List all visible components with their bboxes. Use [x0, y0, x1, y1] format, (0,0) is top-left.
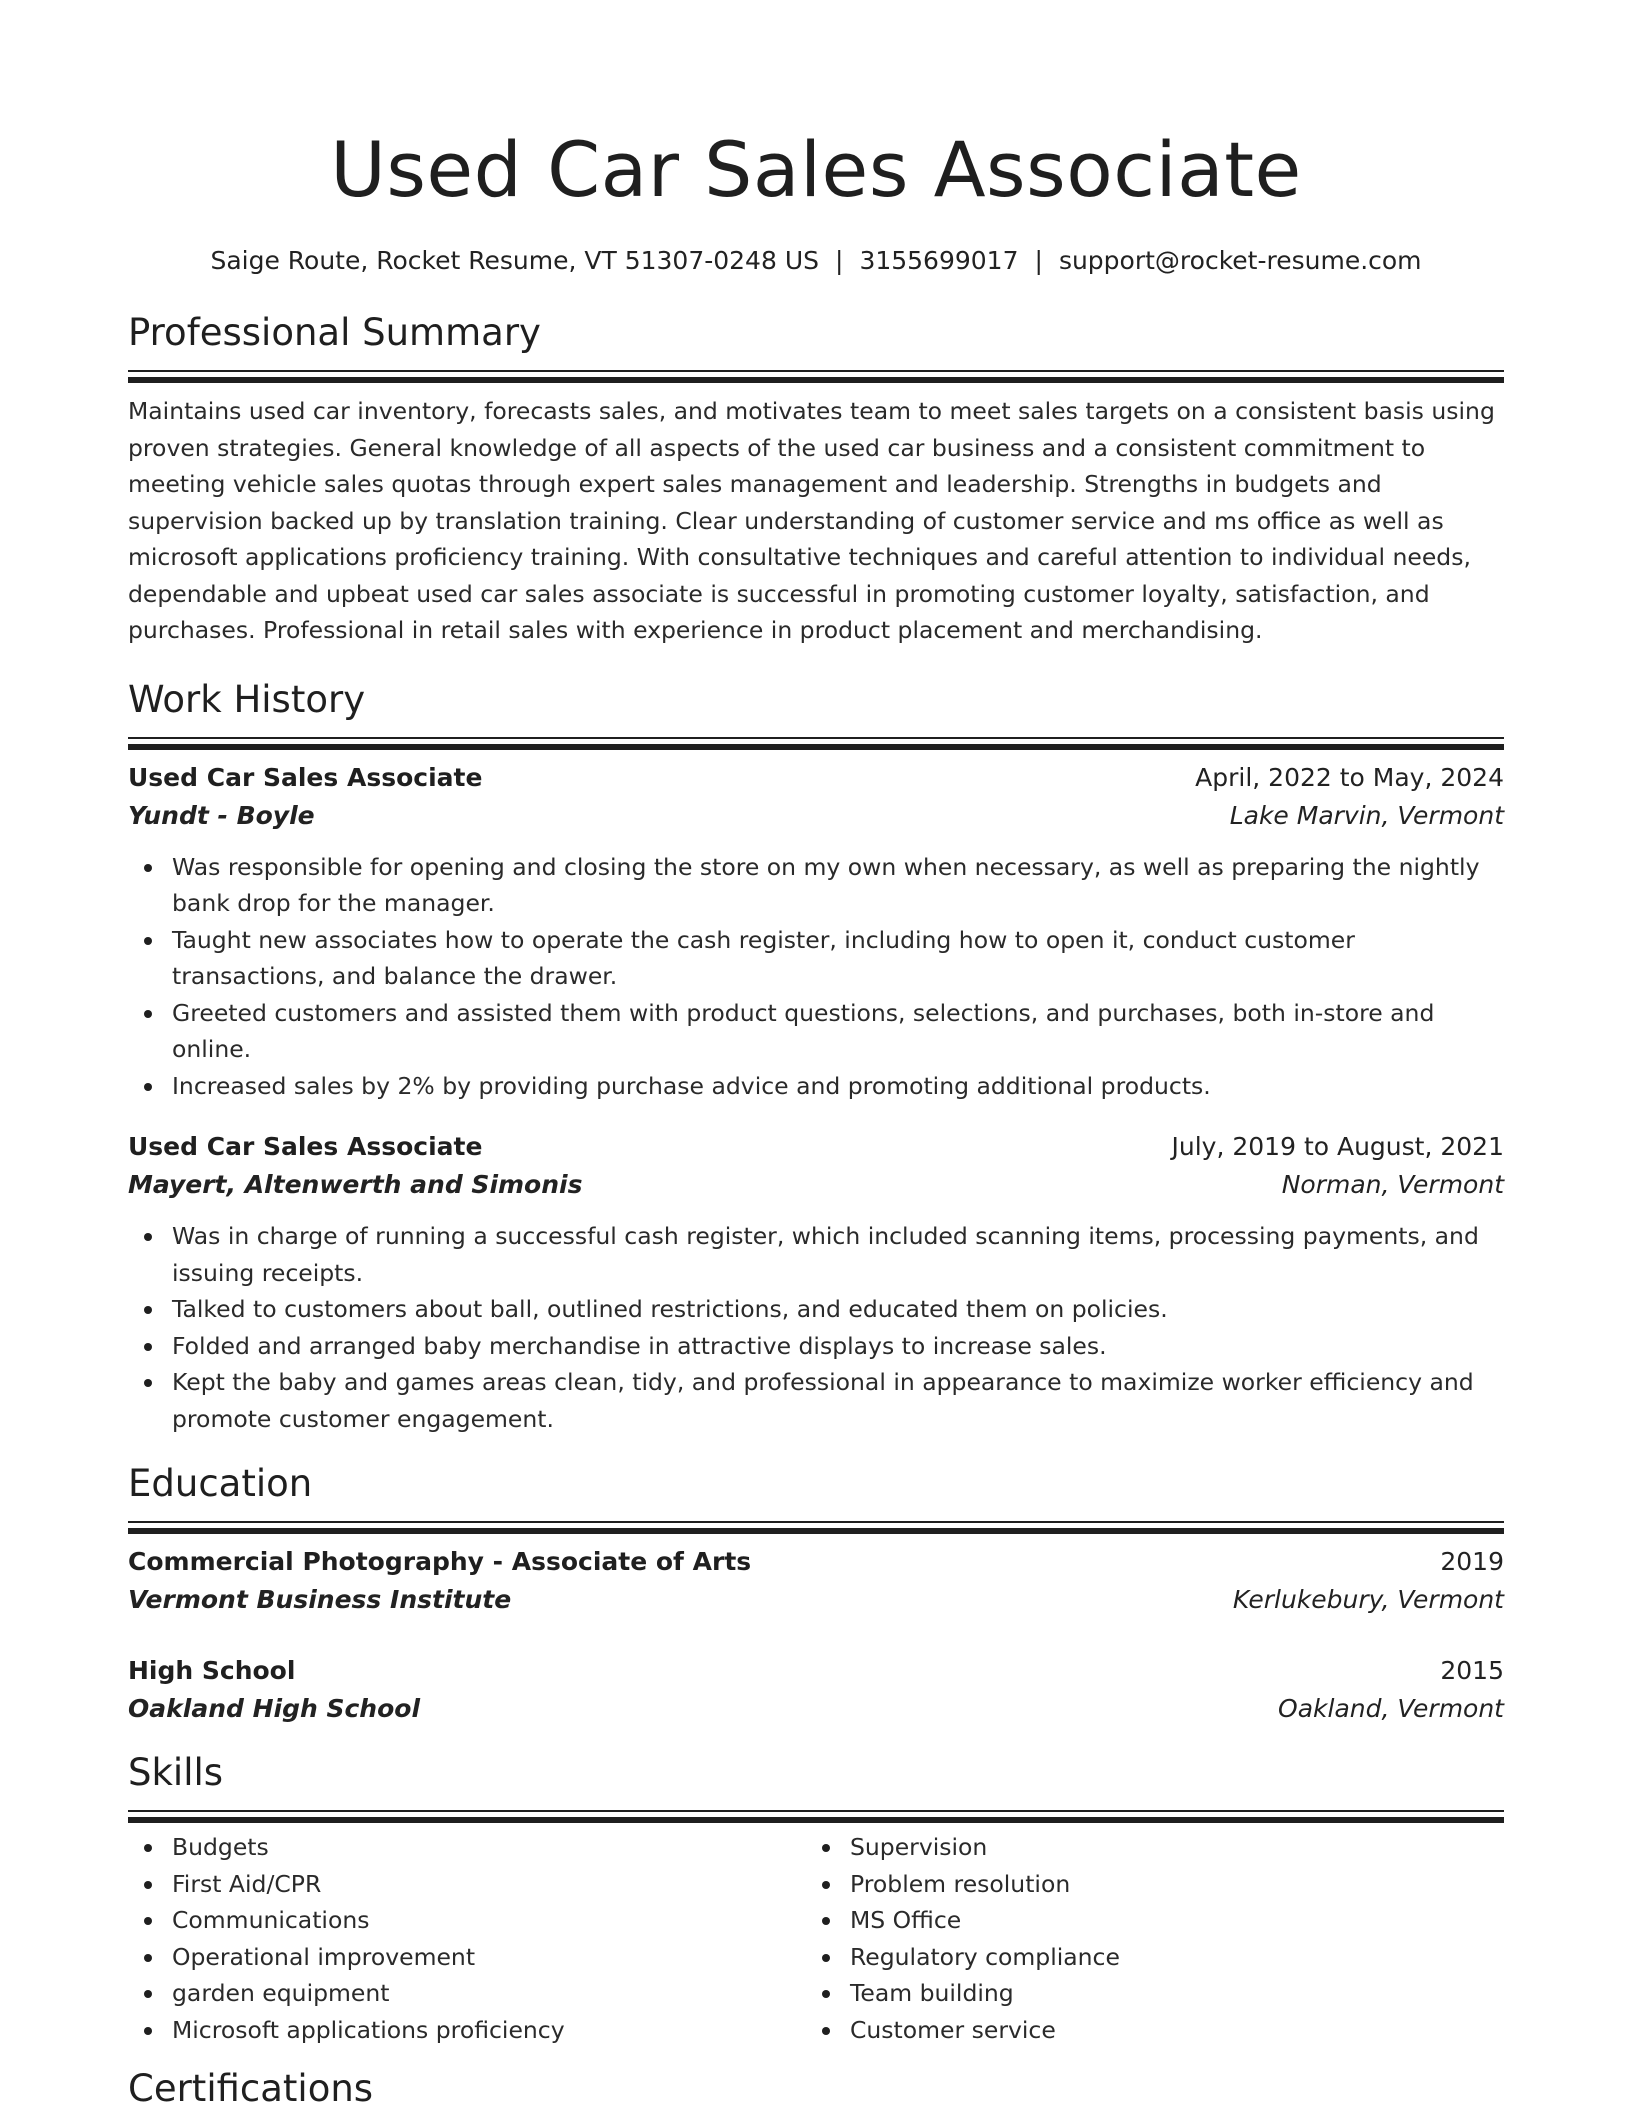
resume-name: Used Car Sales Associate: [330, 125, 1302, 214]
job-location: Norman, Vermont: [1281, 1170, 1504, 1199]
education-school: Oakland High School: [128, 1694, 421, 1723]
job-dates: July, 2019 to August, 2021: [1171, 1132, 1504, 1161]
list-item: garden equipment: [172, 1975, 806, 2012]
skills-column-left: [128, 1829, 806, 2048]
section-divider: [128, 370, 1504, 381]
education-degree: High School: [128, 1656, 296, 1685]
job-subheader: [128, 797, 1504, 835]
skills-list: [806, 1829, 1484, 2048]
education-location: Kerlukebury, Vermont: [1232, 1585, 1504, 1614]
list-item: Communications: [172, 1902, 806, 1939]
education-subheader: [128, 1690, 1504, 1728]
contact-email[interactable]: support@rocket-resume.com: [1058, 246, 1422, 275]
section-divider: [128, 1521, 1504, 1532]
list-item: Was in charge of running a successful cash register, which included scanning items, processing payments, and issuing receipts.: [172, 1218, 1504, 1291]
education-header: [128, 1652, 1504, 1690]
job-position: Used Car Sales Associate: [128, 1132, 483, 1161]
list-item: Operational improvement: [172, 1939, 806, 1976]
job-bullets: [128, 849, 1504, 1105]
education-header: [128, 1543, 1504, 1581]
section-divider: [128, 737, 1504, 748]
section-title-education: Education: [128, 1462, 313, 1505]
work-section: [128, 675, 1504, 1438]
contact-line: [128, 244, 1504, 278]
list-item: First Aid/CPR: [172, 1866, 806, 1903]
certifications-section: [128, 2064, 1504, 2114]
job-bullets: [128, 1218, 1504, 1437]
skills-grid: [128, 1829, 1504, 2048]
job-dates: April, 2022 to May, 2024: [1195, 762, 1504, 792]
education-entry: [128, 1543, 1504, 1619]
resume-page: [128, 118, 1504, 2114]
section-title-summary: Professional Summary: [128, 311, 541, 354]
skills-list: [128, 1829, 806, 2048]
job-company: Mayert, Altenwerth and Simonis: [128, 1170, 583, 1199]
list-item: Greeted customers and assisted them with product questions, selections, and purchases, both in-store and online.: [172, 995, 1504, 1068]
contact-separator: |: [1034, 246, 1043, 275]
list-item: Budgets: [172, 1829, 806, 1866]
list-item: Talked to customers about ball, outlined restrictions, and educated them on policies.: [172, 1291, 1504, 1328]
contact-phone: 3155699017: [859, 246, 1019, 275]
section-divider: [128, 1810, 1504, 1821]
job-entry: [128, 1128, 1504, 1437]
list-item: Kept the baby and games areas clean, tidy, and professional in appearance to maximize worker efficiency and promote customer engagement.: [172, 1364, 1504, 1437]
list-item: MS Office: [850, 1902, 1484, 1939]
section-title-skills: Skills: [128, 1751, 224, 1794]
education-section: [128, 1459, 1504, 1728]
skills-column-right: [806, 1829, 1484, 2048]
job-position: Used Car Sales Associate: [128, 762, 483, 792]
education-degree: Commercial Photography - Associate of Arts: [128, 1547, 752, 1576]
education-location: Oakland, Vermont: [1278, 1694, 1504, 1723]
summary-section: [128, 308, 1504, 649]
skills-section: [128, 1748, 1504, 2048]
job-header: [128, 1128, 1504, 1166]
job-subheader: [128, 1166, 1504, 1204]
section-title-work: Work History: [128, 677, 366, 721]
education-year: 2015: [1440, 1656, 1504, 1685]
list-item: Microsoft applications proficiency: [172, 2012, 806, 2049]
list-item: Team building: [850, 1975, 1484, 2012]
contact-address: Saige Route, Rocket Resume, VT 51307-0248 US: [210, 246, 819, 275]
list-item: Regulatory compliance: [850, 1939, 1484, 1976]
summary-text: Maintains used car inventory, forecasts sales, and motivates team to meet sales targets on a consistent basis using proven strategies. General knowledge of all aspects of the used car business and a consistent commitment to meeting vehicle sales quotas through expert sales management and leadership. Strengths in budgets and supervision backed up by translation training. Clear understanding of customer service and ms office as well as microsoft applications proficiency training. With consultative techniques and careful attention to individual needs, dependable and upbeat used car sales associate is successful in promoting customer loyalty, satisfaction, and purchases. Professional in retail sales with experience in product placement and merchandising.: [128, 397, 1495, 644]
list-item: Was responsible for opening and closing the store on my own when necessary, as well as preparing the nightly bank drop for the manager.: [172, 849, 1504, 922]
list-item: Problem resolution: [850, 1866, 1484, 1903]
list-item: Increased sales by 2% by providing purchase advice and promoting additional products.: [172, 1068, 1504, 1105]
list-item: Customer service: [850, 2012, 1484, 2049]
section-title-certifications: Certifications: [128, 2067, 374, 2110]
job-company: Yundt - Boyle: [128, 800, 315, 830]
job-location: Lake Marvin, Vermont: [1229, 800, 1504, 830]
education-entry: [128, 1652, 1504, 1728]
job-entry: [128, 759, 1504, 1105]
education-subheader: [128, 1581, 1504, 1619]
list-item: Folded and arranged baby merchandise in attractive displays to increase sales.: [172, 1328, 1504, 1365]
list-item: Taught new associates how to operate the cash register, including how to open it, conduct customer transactions, and balance the drawer.: [172, 922, 1504, 995]
list-item: Supervision: [850, 1829, 1484, 1866]
education-year: 2019: [1440, 1547, 1504, 1576]
education-school: Vermont Business Institute: [128, 1585, 512, 1614]
job-header: [128, 759, 1504, 797]
contact-separator: |: [835, 246, 844, 275]
